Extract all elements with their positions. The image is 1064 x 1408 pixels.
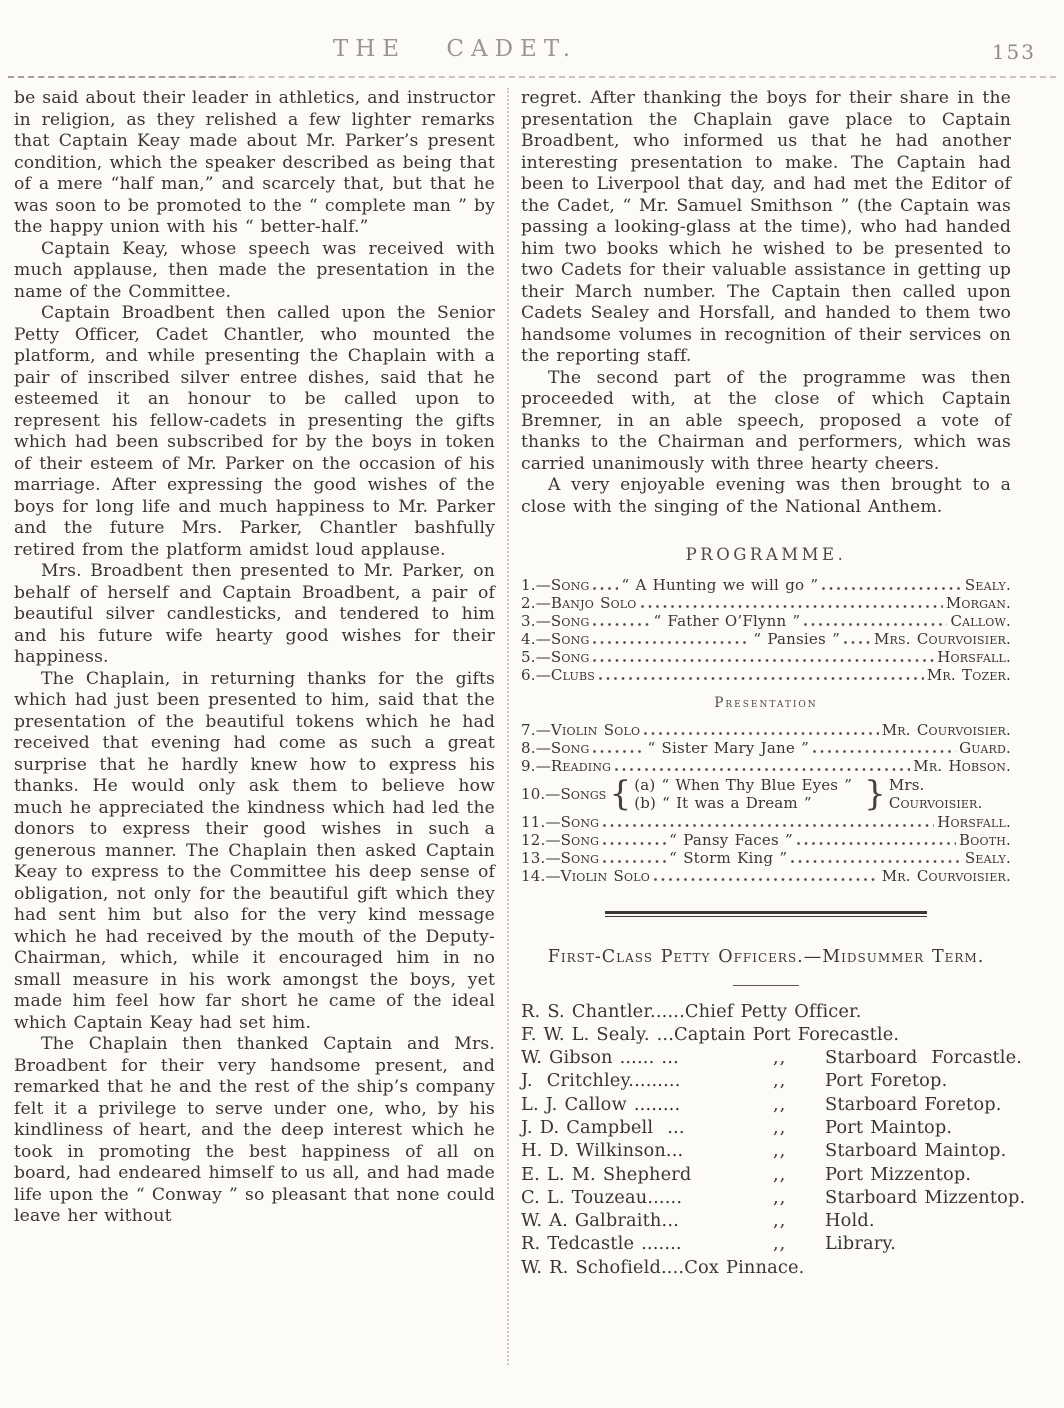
programme-song-title: “ A Hunting we will go ” xyxy=(621,575,819,594)
paragraph: Captain Broadbent then called upon the Senior Petty Officer, Cadet Chantler, who mounted the platform, and while presenting the Chaplain with a pair of inscribed silver entree dishes, said that he esteemed it an honour to be called upon to represent his fellow-cadets in presenting the gifts which had been subscribed for by the boys in token of their esteem of Mr. Parker on the occasion of his marriage. After expressing the good wishes of the boys for long life and much happiness to Mr. Parker and the future Mrs. Parker, Chantler bashfully retired from the platform amidst loud applause. xyxy=(14,303,495,560)
page-number: 153 xyxy=(991,40,1036,64)
programme-performer: Horsfall. xyxy=(937,647,1011,666)
officer-row xyxy=(521,1069,1011,1092)
ditto-mark: ,, xyxy=(773,1116,787,1138)
officer-station: Starboard Maintop. xyxy=(825,1140,1007,1162)
programme-performer: Morgan. xyxy=(945,593,1011,612)
dot-leader xyxy=(796,841,956,846)
officer-station: Chief Petty Officer. xyxy=(684,1000,862,1022)
ditto-mark: ,, xyxy=(773,1233,787,1255)
programme-item xyxy=(521,757,1011,775)
officer-row xyxy=(521,1023,1011,1046)
dot-leader xyxy=(598,676,924,681)
programme-item-type: Violin Solo xyxy=(550,721,641,739)
officer-name: W. R. Schofield.... xyxy=(521,1256,685,1278)
programme-song-title: “ Father O’Flynn ” xyxy=(653,611,801,630)
dot-leader xyxy=(653,877,879,882)
dot-leader xyxy=(602,859,666,864)
programme-item xyxy=(521,576,1011,594)
programme-item xyxy=(521,867,1011,885)
programme-performer: Sealy. xyxy=(964,849,1011,867)
programme-item-number: 13.— xyxy=(521,849,561,867)
paragraph: The Chaplain then thanked Captain and Mrs. Broadbent for their very handsome present, and remarked that he and the rest of the ship’s company felt it a privilege to serve under one, who, by his kindliness of heart, and the deep interest which he took in promoting the best happiness of all on board, had endeared himself to us all, and had made life upon the “ Conway ” so pleasant that none could leave her without xyxy=(14,1034,495,1226)
programme-performer: Booth. xyxy=(959,831,1011,849)
closing-brace: } xyxy=(864,774,886,814)
officer-station: Starboard Forcastle. xyxy=(825,1047,1023,1069)
officer-station: Port Maintop. xyxy=(825,1116,953,1138)
programme-item-type: Song xyxy=(550,647,590,666)
officer-name: F. W. L. Sealy. ... xyxy=(521,1023,675,1045)
right-column xyxy=(521,88,1026,1279)
programme-item xyxy=(521,739,1011,757)
officer-row xyxy=(521,1209,1011,1232)
programme-item-number: 14.— xyxy=(521,867,561,885)
opening-brace: { xyxy=(609,774,632,814)
officer-station: Library. xyxy=(825,1233,897,1255)
ditto-mark: ,, xyxy=(773,1210,787,1232)
programme-performer: Mr. Courvoisier. xyxy=(881,721,1011,739)
dot-leader xyxy=(592,586,618,591)
officer-name: J. D. Campbell ... xyxy=(521,1116,685,1138)
programme-item xyxy=(521,612,1011,630)
officer-station: Starboard Mizzentop. xyxy=(825,1186,1026,1208)
programme-item-type: Song xyxy=(560,831,600,849)
officer-name: R. S. Chantler...... xyxy=(521,1000,685,1022)
paragraph: Mrs. Broadbent then presented to Mr. Parker, on behalf of herself and Captain Broadbent, a pair of beautiful silver candlesticks, and tendered to him and his future wife hearty good wishes for their happiness. xyxy=(14,561,495,667)
dot-leader xyxy=(812,749,956,754)
programme-item-type: Song xyxy=(550,611,590,630)
paragraph: The Chaplain, in returning thanks for the gifts which had just been presented to him, said that the presentation of the beautiful tokens which he had received that evening had come as such a great surprise that he hardly knew how to express his thanks. He would only ask them to believe how much he appreciated the kindness which had led the donors to express their good wishes in such a generous manner. The Chaplain then asked Captain Keay to express to the Committee his deep sense of obligation, not only for the beautiful gift which they had sent him but also for the very kind message which he had received by the mouth of the Deputy-Chairman, which, while it encouraged him in no small measure in his work amongst the boys, yet made him feel how far short he came of the ideal which Captain Keay had set him. xyxy=(14,668,495,1033)
officer-row xyxy=(521,1256,1011,1279)
programme-item-number: 11.— xyxy=(521,813,561,831)
officer-station: Captain Port Forecastle. xyxy=(674,1023,900,1045)
officer-name: R. Tedcastle ....... xyxy=(521,1233,682,1255)
officer-station: Cox Pinnace. xyxy=(684,1256,805,1278)
programme-item-number: 7.— xyxy=(521,721,551,739)
dot-leader xyxy=(592,622,650,627)
dot-leader xyxy=(803,622,947,627)
dot-leader xyxy=(643,731,879,736)
paragraph: Captain Keay, whose speech was received with much applause, then made the presentation in the name of the Committee. xyxy=(14,238,495,302)
programme-item xyxy=(521,721,1011,739)
programme-song-title: “ Storm King ” xyxy=(669,849,788,867)
programme-performer: Courvoisier. xyxy=(888,794,983,812)
programme-song-title: “ Sister Mary Jane ” xyxy=(647,739,809,757)
programme-item-type: Song xyxy=(560,849,600,867)
programme-song-title: “ Pansy Faces ” xyxy=(669,831,793,849)
programme-item-type: Banjo Solo xyxy=(550,593,637,612)
programme-performer: Callow. xyxy=(950,611,1011,630)
ditto-mark: ,, xyxy=(773,1047,787,1069)
programme-item-number: 1.— xyxy=(521,575,551,594)
programme-item xyxy=(521,648,1011,666)
officer-name: C. L. Touzeau...... xyxy=(521,1186,683,1208)
programme-section xyxy=(521,544,1011,885)
programme-item-type: Clubs xyxy=(550,665,595,684)
programme-performer: Mrs. Courvoisier. xyxy=(873,629,1011,648)
programme-song-title: (a) “ When Thy Blue Eyes ” xyxy=(634,776,853,794)
programme-item-number: 5.— xyxy=(521,647,551,666)
programme-item-type: Song xyxy=(550,739,590,757)
programme-item-number: 9.— xyxy=(521,757,551,775)
programme-item-number: 6.— xyxy=(521,665,551,684)
programme-item-number: 12.— xyxy=(521,831,561,849)
programme-item xyxy=(521,831,1011,849)
dot-leader xyxy=(640,604,943,609)
dot-leader xyxy=(602,841,666,846)
programme-performer: Mr. Hobson. xyxy=(913,757,1011,775)
dot-leader xyxy=(602,823,934,828)
officer-name: W. A. Galbraith... xyxy=(521,1210,679,1232)
programme-title: PROGRAMME. xyxy=(685,545,847,564)
programme-performer: Sealy. xyxy=(964,575,1011,594)
programme-item xyxy=(521,813,1011,831)
section-divider-rule xyxy=(605,911,927,917)
ditto-mark: ,, xyxy=(773,1093,787,1115)
officer-name: H. D. Wilkinson... xyxy=(521,1140,684,1162)
programme-item-type: Reading xyxy=(550,757,612,775)
officer-name: E. L. M. Shepherd xyxy=(521,1163,692,1185)
song-title-stack xyxy=(634,776,852,812)
officer-row xyxy=(521,1093,1011,1116)
programme-item-number: 8.— xyxy=(521,739,551,757)
officer-station: Port Mizzentop. xyxy=(825,1163,972,1185)
presentation-subheading: Presentation xyxy=(714,694,818,711)
dot-leader xyxy=(614,767,910,772)
officer-row xyxy=(521,1163,1011,1186)
officer-name: J. Critchley......... xyxy=(521,1070,681,1092)
programme-item-number: 4.— xyxy=(521,629,551,648)
dot-leader xyxy=(843,640,871,645)
programme-performer: Horsfall. xyxy=(937,813,1011,831)
programme-song-title: (b) “ It was a Dream ” xyxy=(634,794,812,812)
officers-heading: First-Class Petty Officers.—Midsummer Term. xyxy=(547,947,985,967)
programme-item-type: Song xyxy=(550,575,590,594)
officer-row xyxy=(521,1046,1023,1069)
ditto-mark: ,, xyxy=(773,1163,787,1185)
dot-leader xyxy=(821,586,962,591)
officers-list xyxy=(521,1000,1026,1280)
programme-performer: Guard. xyxy=(959,739,1011,757)
ditto-mark: ,, xyxy=(773,1070,787,1092)
dot-leader xyxy=(592,658,934,663)
programme-item-type: Song xyxy=(560,813,600,831)
programme-performer: Mr. Tozer. xyxy=(926,665,1011,684)
dot-leader xyxy=(592,749,644,754)
ditto-mark: ,, xyxy=(773,1140,787,1162)
programme-performer: Mr. Courvoisier. xyxy=(881,867,1011,885)
programme-item-number: 10.— xyxy=(521,785,561,803)
paragraph: be said about their leader in athletics, and instructor in religion, as they relished a few lighter remarks that Captain Keay made about Mr. Parker’s present condition, which the speaker described as being that of a mere “half man,” and scarcely that, but that he was soon to be promoted to the “ complete man ” by the happy union with his “ better-half.” xyxy=(14,88,495,237)
column-divider xyxy=(507,88,509,1365)
masthead-title: THE CADET. xyxy=(332,36,578,62)
officers-short-rule xyxy=(733,985,799,986)
dot-leader xyxy=(592,640,750,645)
programme-item-double xyxy=(521,776,1011,812)
dot-leader xyxy=(790,859,962,864)
programme-item xyxy=(521,849,1011,867)
programme-item-number: 2.— xyxy=(521,593,551,612)
officer-station: Port Foretop. xyxy=(825,1070,948,1092)
officer-row xyxy=(521,1139,1011,1162)
programme-song-title: “ Pansies ” xyxy=(753,629,840,648)
paragraph: The second part of the programme was then proceeded with, at the close of which Captain Bremner, in an able speech, proposed a vote of thanks to the Chairman and performers, which was carried unanimously with three hearty cheers. xyxy=(521,367,1011,474)
ditto-mark: ,, xyxy=(773,1186,787,1208)
programme-item-type: Song xyxy=(550,629,590,648)
officer-row xyxy=(521,1186,1026,1209)
officer-station: Starboard Foretop. xyxy=(825,1093,1002,1115)
header-rule-left-segment xyxy=(8,76,236,78)
programme-item xyxy=(521,594,1011,612)
officer-name: W. Gibson ...... ... xyxy=(521,1047,679,1069)
paragraph: regret. After thanking the boys for their share in the presentation the Chaplain gave place to Captain Broadbent, who informed us that he had another interesting presentation to make. The Captain had been to Liverpool that day, and had met the Editor of the Cadet, “ Mr. Samuel Smithson ” (the Captain was passing a looking-glass at the time), who had handed him two books which he wished to be presented to two Cadets for their valuable assistance in getting up their March number. The Captain then called upon Cadets Sealey and Horsfall, and handed to them two handsome volumes in recognition of their services on the reporting staff. xyxy=(521,88,1011,366)
programme-item-type: Violin Solo xyxy=(560,867,650,885)
officer-station: Hold. xyxy=(825,1210,875,1232)
programme-performer: Mrs. xyxy=(888,776,925,794)
programme-item-number: 3.— xyxy=(521,611,551,630)
left-column xyxy=(14,88,495,1228)
programme-item-type: Songs xyxy=(560,785,607,803)
officer-name: L. J. Callow ........ xyxy=(521,1093,681,1115)
officer-row xyxy=(521,1000,1011,1023)
performer-stack xyxy=(889,776,983,812)
programme-item xyxy=(521,666,1011,684)
programme-item xyxy=(521,630,1011,648)
officer-row xyxy=(521,1116,1011,1139)
paragraph: A very enjoyable evening was then brought to a close with the singing of the National Anthem. xyxy=(521,475,1011,517)
officer-row xyxy=(521,1232,1011,1255)
